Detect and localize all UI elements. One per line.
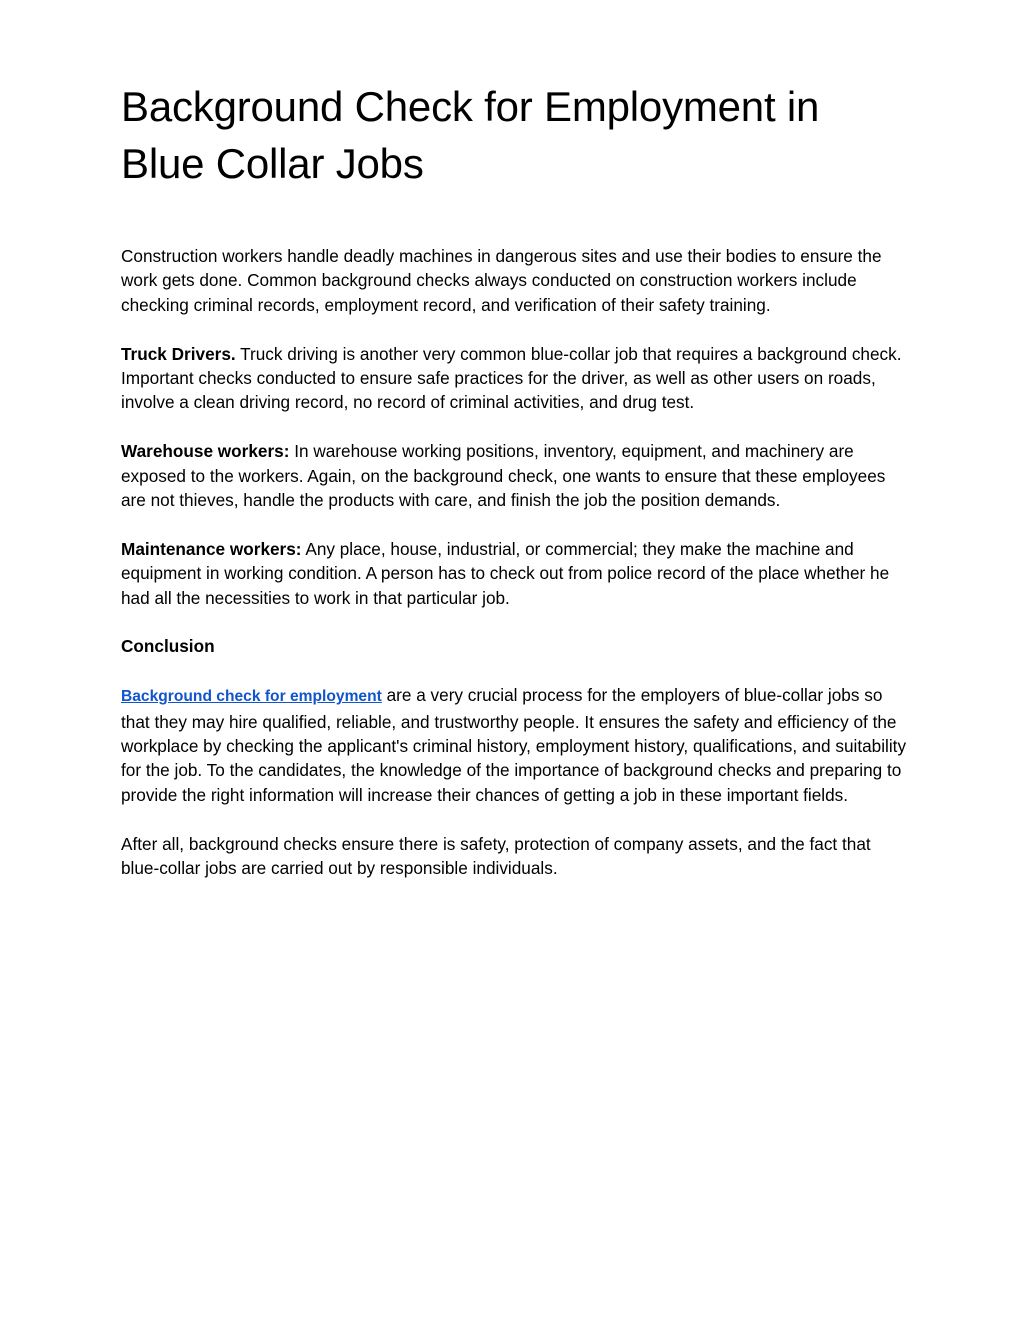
intro-paragraph: Construction workers handle deadly machines in dangerous sites and use their bodies to ensure the work gets done. Common background checks always conducted on construction workers include checking criminal records, employment record, and verification of their safety training. [121, 246, 882, 315]
background-check-link[interactable]: Background check for employment [121, 688, 382, 706]
truck-drivers-text: Truck driving is another very common blue-collar job that requires a background check. Important checks conducted to ensure safe practices for the driver, as well as other users on roads, involve a clean driving record, no record of criminal activities, and drug test. [121, 343, 902, 413]
maintenance-workers-paragraph [121, 537, 911, 610]
conclusion-heading: Conclusion [121, 636, 215, 657]
conclusion-text: are a very crucial process for the employers of blue-collar jobs so that they may hire qualified, reliable, and trustworthy people. It ensures the safety and efficiency of the workplace by checking the applicant's criminal history, employment history, qualifications, and suitability for the job. To the candidates, the knowledge of the importance of background checks and preparing to provide the right information will increase their chances of getting a job in these important fields. [121, 685, 907, 805]
document-body [121, 244, 911, 880]
warehouse-workers-paragraph [121, 439, 911, 512]
maintenance-workers-heading: Maintenance workers: [121, 538, 302, 559]
warehouse-workers-text: In warehouse working positions, inventory, equipment, and machinery are exposed to the workers. Again, on the background check, one wants to ensure that these employees are not thieves, handle the products with care, and finish the job the position demands. [121, 441, 886, 511]
truck-drivers-heading: Truck Drivers. [121, 343, 236, 364]
maintenance-workers-text: Any place, house, industrial, or commercial; they make the machine and equipment in working condition. A person has to check out from police record of the place whether he had all the necessities to work in that particular job. [121, 538, 890, 608]
conclusion-paragraph [121, 683, 911, 807]
document-page [121, 78, 911, 905]
truck-drivers-paragraph [121, 342, 911, 415]
document-title: Background Check for Employment in Blue Collar Jobs [121, 83, 820, 187]
warehouse-workers-heading: Warehouse workers: [121, 441, 290, 462]
closing-paragraph: After all, background checks ensure there is safety, protection of company assets, and the fact that blue-collar jobs are carried out by responsible individuals. [121, 833, 871, 879]
conclusion-heading-paragraph [121, 634, 911, 658]
